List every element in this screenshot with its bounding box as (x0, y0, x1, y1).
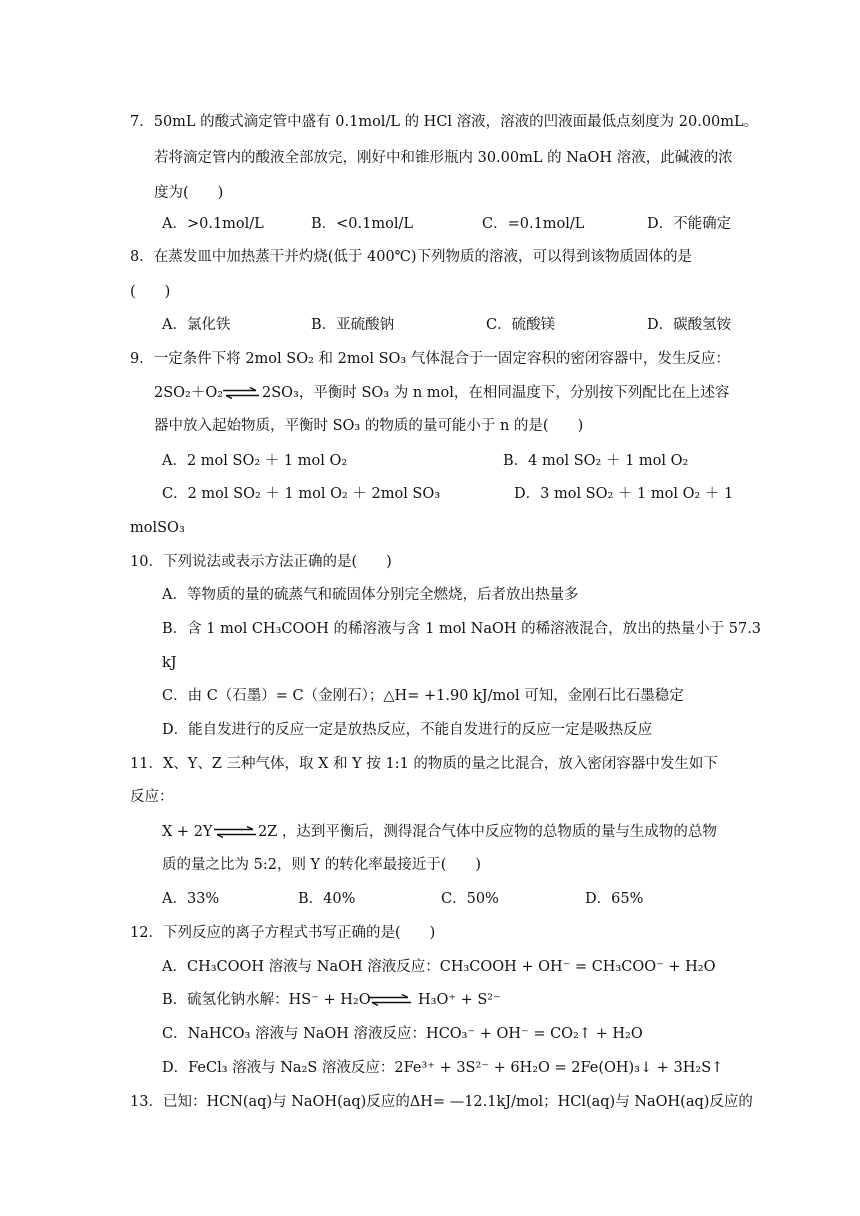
q11-equation-left: X + 2Y (162, 824, 213, 840)
q7-option-d: D．不能确定 (647, 216, 732, 232)
reversible-arrow-icon (213, 826, 257, 838)
q7-stem-line2: 若将滴定管内的酸液全部放完，刚好中和锥形瓶内 30.00mL 的 NaOH 溶液，此碱液的浓 (154, 150, 733, 166)
q8-stem-line1: 8．在蒸发皿中加热蒸干并灼烧(低于 400℃)下列物质的溶液，可以得到该物质固体的是 (130, 249, 693, 265)
q12-stem: 12．下列反应的离子方程式书写正确的是( ) (130, 925, 436, 941)
q9-option-a: A．2 mol SO₂ ＋ 1 mol O₂ (162, 453, 348, 469)
q8-option-d: D．碳酸氢铵 (647, 317, 732, 333)
q8-option-c: C．硫酸镁 (486, 317, 556, 333)
q11-option-a: A．33% (162, 891, 220, 907)
q10-stem: 10．下列说法或表示方法正确的是( ) (130, 554, 392, 570)
q11-stem-line4: 质的量之比为 5:2，则 Y 的转化率最接近于( ) (162, 857, 482, 873)
q7-stem-line1: 7．50mL 的酸式滴定管中盛有 0.1mol/L 的 HCl 溶液，溶液的凹液面最低点刻度为 20.00mL。 (130, 114, 759, 130)
q11-option-b: B．40% (298, 891, 356, 907)
q7-option-c: C．=0.1mol/L (482, 216, 585, 232)
q9-stem-line1: 9．一定条件下将 2mol SO₂ 和 2mol SO₃ 气体混合于一固定容积的密闭容器中，发生反应： (130, 351, 730, 367)
q8-option-b: B．亚硫酸钠 (311, 317, 395, 333)
q9-stem-line3: 器中放入起始物质，平衡时 SO₃ 的物质的量可能小于 n 的是( ) (154, 418, 584, 434)
q7-option-a: A．>0.1mol/L (162, 216, 264, 232)
q12-option-a: A．CH₃COOH 溶液与 NaOH 溶液反应：CH₃COOH + OH⁻ = CH₃COO⁻ + H₂O (162, 959, 716, 975)
q9-equation-left: 2SO₂＋O₂ (154, 385, 224, 401)
q7-option-b: B．<0.1mol/L (311, 216, 413, 232)
q9-option-c: C．2 mol SO₂ ＋ 1 mol O₂ ＋ 2mol SO₃ (162, 486, 441, 502)
q12-option-d: D．FeCl₃ 溶液与 Na₂S 溶液反应：2Fe³⁺ + 3S²⁻ + 6H₂O = 2Fe(OH)₃↓ + 3H₂S↑ (162, 1060, 724, 1076)
q10-option-a: A．等物质的量的硫蒸气和硫固体分别完全燃烧，后者放出热量多 (162, 587, 579, 603)
reversible-arrow-icon (222, 387, 260, 399)
q9-option-b: B．4 mol SO₂ ＋ 1 mol O₂ (503, 453, 689, 469)
q11-stem-line2: 反应： (130, 789, 174, 805)
q11-option-d: D．65% (585, 891, 644, 907)
q7-stem-line3: 度为( ) (154, 185, 224, 201)
q9-option-d-cont: molSO₃ (130, 520, 185, 536)
q10-option-d: D．能自发进行的反应一定是放热反应，不能自发进行的反应一定是吸热反应 (162, 722, 653, 738)
q11-stem-line3: 2Z ，达到平衡后，测得混合气体中反应物的总物质的量与生成物的总物 (258, 824, 717, 840)
reversible-arrow-icon (368, 994, 412, 1006)
q11-stem-line1: 11．X、Y、Z 三种气体，取 X 和 Y 按 1:1 的物质的量之比混合，放入密闭容器中发生如下 (130, 756, 718, 772)
q12-option-b: B．硫氢化钠水解：HS⁻ + H₂O (162, 992, 371, 1008)
q8-option-a: A．氯化铁 (162, 317, 231, 333)
q9-option-d: D．3 mol SO₂ ＋ 1 mol O₂ ＋ 1 (514, 486, 734, 502)
q9-stem-line2: 2SO₃，平衡时 SO₃ 为 n mol，在相同温度下，分别按下列配比在上述容 (262, 385, 730, 401)
q12-option-b-product: H₃O⁺ + S²⁻ (418, 992, 501, 1008)
q8-stem-line2: ( ) (130, 284, 171, 300)
q10-option-b-cont: kJ (162, 655, 177, 671)
q12-option-c: C．NaHCO₃ 溶液与 NaOH 溶液反应：HCO₃⁻ + OH⁻ = CO₂↑ + H₂O (162, 1026, 643, 1042)
q11-option-c: C．50% (441, 891, 499, 907)
q13-stem-line1: 13．已知：HCN(aq)与 NaOH(aq)反应的ΔH= —12.1kJ/mol；HCl(aq)与 NaOH(aq)反应的 (130, 1094, 753, 1110)
q10-option-c: C．由 C（石墨）= C（金刚石）；△H= +1.90 kJ/mol 可知，金刚石比石墨稳定 (162, 688, 684, 704)
q10-option-b: B．含 1 mol CH₃COOH 的稀溶液与含 1 mol NaOH 的稀溶液混合，放出的热量小于 57.3 (162, 621, 762, 637)
